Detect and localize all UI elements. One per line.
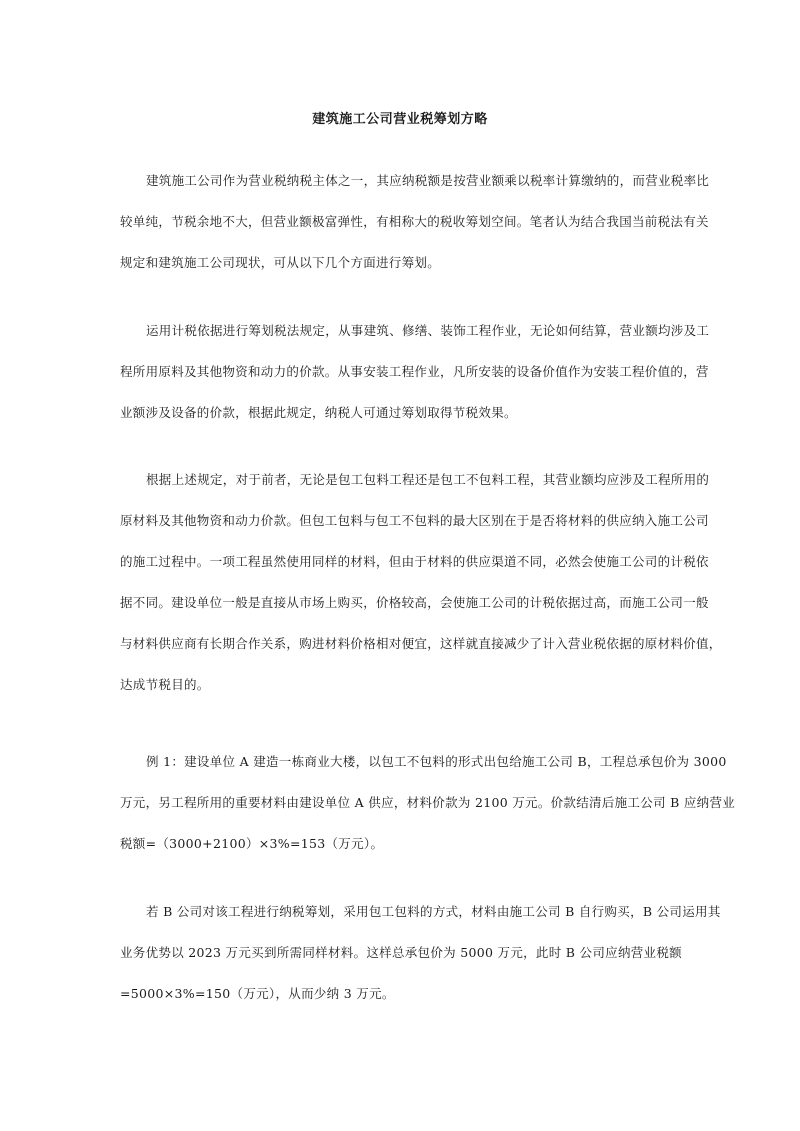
- paragraph-line: 与材料供应商有长期合作关系，购进材料价格相对便宜，这样就直接减少了计入营业税依据的原材料价值，: [120, 636, 722, 651]
- paragraph-line: 若 B 公司对该工程进行纳税筹划，采用包工包料的方式，材料由施工公司 B 自行购买，B 公司运用其: [146, 904, 721, 919]
- paragraph-line: 较单纯，节税余地不大，但营业额极富弹性，有相称大的税收筹划空间。笔者认为结合我国当前税法有关: [120, 214, 709, 229]
- paragraph-line: 业务优势以 2023 万元买到所需同样材料。这样总承包价为 5000 万元，此时 B 公司应纳营业税额: [120, 945, 682, 960]
- paragraph-1: [120, 172, 710, 295]
- paragraph-line: 的施工过程中。一项工程虽然使用同样的材料，但由于材料的供应渠道不同，必然会使施工公司的计税依: [120, 554, 709, 569]
- paragraph-line: 税额=（3000+2100）×3%=153（万元）。: [120, 836, 384, 851]
- paragraph-line: 原材料及其他物资和动力价款。但包工包料与包工不包料的最大区别在于是否将材料的供应纳入施工公司: [120, 513, 709, 528]
- paragraph-line: 建筑施工公司作为营业税纳税主体之一，其应纳税额是按营业额乘以税率计算缴纳的，而营业税率比: [146, 173, 710, 188]
- paragraph-line: 万元，另工程所用的重要材料由建设单位 A 供应，材料价款为 2100 万元。价款结清后施工公司 B 应纳营业: [120, 795, 736, 810]
- paragraph-line: 例 1：建设单位 A 建造一栋商业大楼，以包工不包料的形式出包给施工公司 B，工程总承包价为 3000: [146, 754, 727, 769]
- paragraph-3: [120, 471, 722, 717]
- paragraph-line: 根据上述规定，对于前者，无论是包工包料工程还是包工不包料工程，其营业额均应涉及工程所用的: [146, 472, 710, 487]
- paragraph-line: 达成节税目的。: [120, 677, 210, 692]
- paragraph-line: 据不同。建设单位一般是直接从市场上购买，价格较高，会使施工公司的计税依据过高，而施工公司一般: [120, 595, 709, 610]
- paragraph-2: [120, 322, 710, 445]
- paragraph-line: 规定和建筑施工公司现状，可从以下几个方面进行筹划。: [120, 255, 441, 270]
- paragraph-line: 运用计税依据进行筹划税法规定，从事建筑、修缮、装饰工程作业，无论如何结算，营业额均涉及工: [146, 323, 710, 338]
- document-title: 建筑施工公司营业税筹划方略: [312, 112, 488, 127]
- paragraph-4: [120, 753, 736, 876]
- paragraph-line: 程所用原料及其他物资和动力的价款。从事安装工程作业，凡所安装的设备价值作为安装工程价值的，营: [120, 364, 709, 379]
- paragraph-line: =5000×3%=150（万元），从而少纳 3 万元。: [120, 986, 395, 1001]
- paragraph-5: [120, 903, 721, 1026]
- paragraph-line: 业额涉及设备的价款，根据此规定，纳税人可通过筹划取得节税效果。: [120, 405, 517, 420]
